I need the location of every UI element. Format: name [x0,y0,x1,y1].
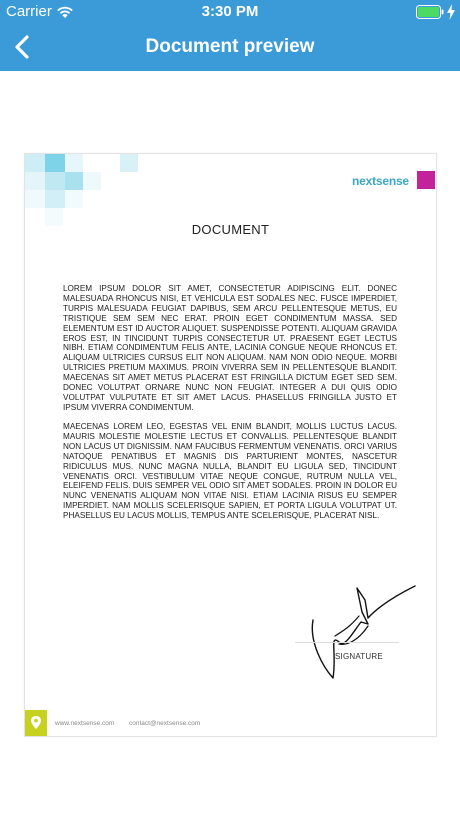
footer-pin-box [25,710,47,736]
footer-website: www.nextsense.com [55,720,115,727]
signature-line [295,642,399,643]
status-bar [0,0,460,24]
document-preview[interactable] [24,153,437,737]
footer-email: contact@nextsense.com [129,720,201,727]
document-paragraph: LOREM IPSUM DOLOR SIT AMET, CONSECTETUR ADIPISCING ELIT. DONEC MALESUADA RHONCUS NISI, ET VEHICULA EST SODALES NEC. FUSCE IMPERDIET, TURPIS MALESUADA FEUGIAT DAPIBUS, SEM ARCU PELLENTESQUE METUS, EU TRISTIQUE SEM SEM NEC ERAT. PROIN EGET CONDIMENTUM MASSA. SED ELEMENTUM EST ID AUCTOR ALIQUET. SUSPENDISSE POTENTI. ALIQUAM GRAVIDA EROS EST, IN TINCIDUNT TURPIS CONSECTETUR UT. PRAESENT EGET LECTUS NIBH. ETIAM CONDIMENTUM FELIS ANTE, LACINIA CONGUE NEQUE RHONCUS ET. ALIQUAM ULTRICIES CURSUS ELIT NON ALIQUAM. NAM NON ODIO NEQUE. MORBI ULTRICIES PRETIUM MAXIMUS. PROIN VIVERRA SEM IN PELLENTESQUE BLANDIT. MAECENAS SIT AMET METUS PLACERAT EST FRINGILLA DICTUM EGET SED SEM. DONEC VOLUTPAT ORNARE NUNC NON FEUGIAT. INTEGER A DUI QUIS ODIO VOLUTPAT VULPUTATE ET SIT AMET LACUS. PHASELLUS FRINGILLA JUSTO ET IPSUM VIVERRA CONDIMENTUM. [63,284,397,412]
status-time: 3:30 PM [201,3,259,20]
brand-logo-square [417,171,435,189]
brand-logo: nextsense [352,174,409,188]
handwritten-signature [305,582,420,682]
charging-bolt-icon [446,4,456,20]
navigation-bar [0,24,460,71]
document-title: DOCUMENT [191,222,270,237]
carrier-label: Carrier [6,3,52,20]
document-paragraph: MAECENAS LOREM LEO, EGESTAS VEL ENIM BLANDIT, MOLLIS LUCTUS LACUS. MAURIS MOLESTIE MOLESTIE LECTUS ET CONVALLIS. PELLENTESQUE BLANDIT NON LACUS UT DIGNISSIM. NAM FAUCIBUS FERMENTUM VENENATIS. ORCI VARIUS NATOQUE PENATIBUS ET MAGNIS DIS PARTURIENT MONTES, NASCETUR RIDICULUS MUS. NUNC MAGNA NULLA, BLANDIT EU LIGULA SED, TINCIDUNT VENENATIS ORCI. VESTIBULUM VITAE NEQUE CONGUE, RUTRUM NULLA VEL, ELEIFEND FELIS. DUIS SEMPER VEL ODIO SIT AMET SODALES. PROIN IN DOLOR EU NUNC VENENATIS ALIQUAM NON VITAE NISI. ETIAM LACINIA RISUS EU SEMPER IMPERDIET. NAM MOLLIS SCELERISQUE SAPIEN, ET PORTA LIGULA VOLUTPAT UT. PHASELLUS EU LACUS MOLLIS, TEMPUS ANTE SCELERISQUE, PLACERAT NISL. [63,422,397,521]
page-title: Document preview [145,36,315,57]
document-footer [25,710,436,736]
battery-charging-icon [416,5,444,19]
signature-label: SIGNATURE [335,652,383,661]
location-pin-icon [25,710,47,736]
